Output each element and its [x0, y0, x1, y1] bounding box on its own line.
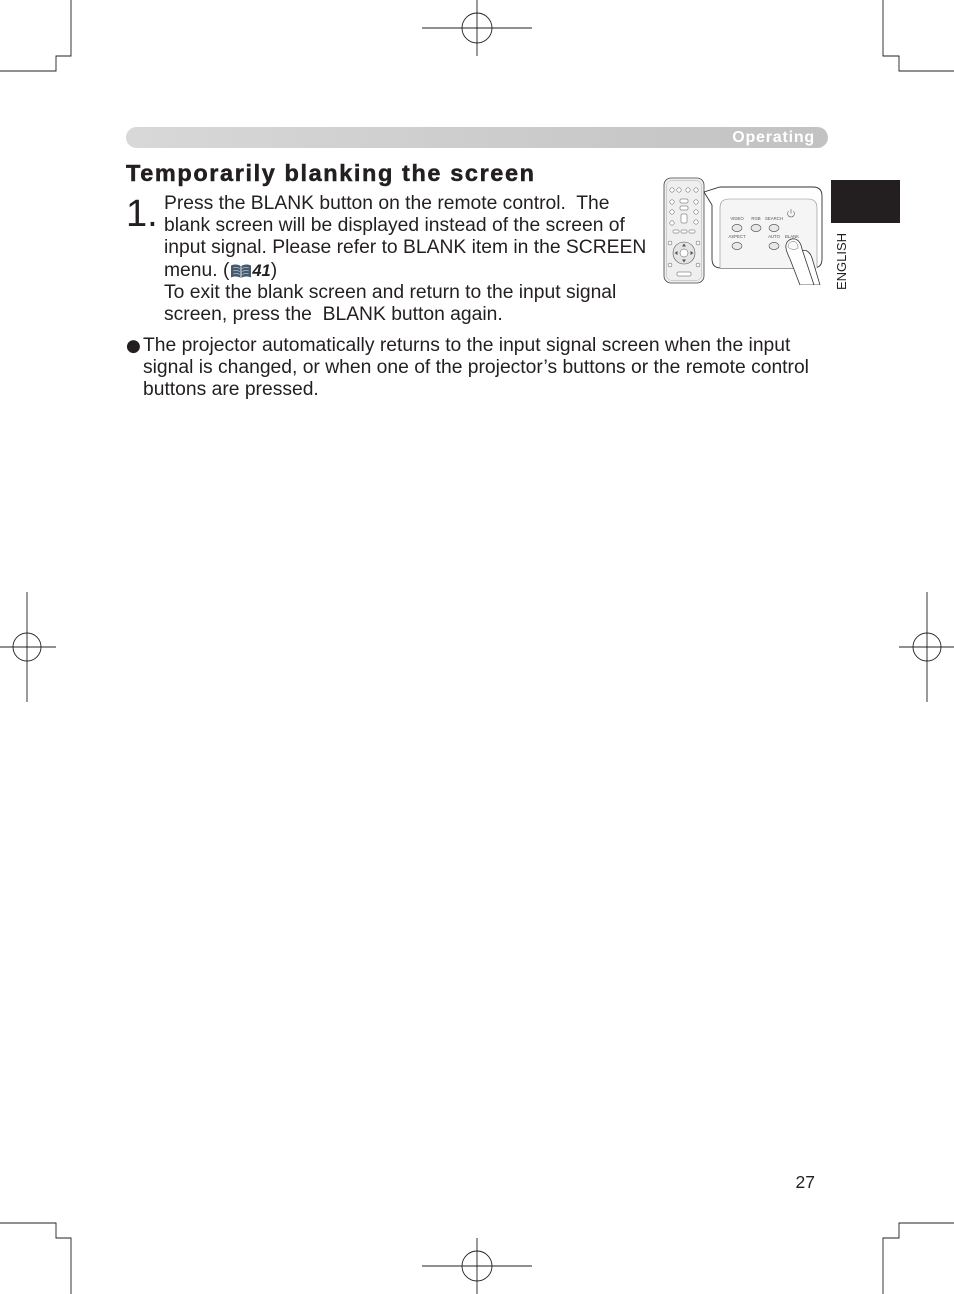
step-line: screen, press the BLANK button again. [164, 303, 503, 325]
registration-mark-left [0, 592, 56, 702]
note-line: signal is changed, or when one of the projector’s buttons or the remote control [143, 357, 809, 379]
video-button [732, 224, 742, 231]
remote-control-illustration [660, 175, 826, 285]
note-line: The projector automatically returns to the input signal screen when the input [143, 335, 791, 356]
step-line: input signal. Please refer to BLANK item in the SCREEN [164, 237, 647, 259]
crop-mark-bottom-right [883, 1223, 954, 1294]
section-label: Operating [732, 129, 815, 146]
crop-mark-top-right [883, 0, 954, 71]
step-line: blank screen will be displayed instead of the screen of [164, 215, 625, 237]
reference-prefix: menu. ( [164, 259, 230, 281]
search-label: SEARCH [765, 216, 783, 221]
page-number: 27 [795, 1172, 815, 1192]
crop-mark-top-left [0, 0, 71, 71]
rgb-label: RGB [751, 216, 761, 221]
blank-label: BLANK [784, 234, 800, 239]
language-tab-label: ENGLISH [834, 232, 849, 290]
book-reference-icon [230, 263, 252, 279]
bullet-note-text [143, 335, 809, 402]
reference-page-number: 41 [252, 261, 271, 280]
step-1-text [164, 193, 646, 326]
remote-control [664, 178, 704, 283]
step-reference-line [164, 260, 646, 282]
video-label: VIDEO [730, 216, 744, 221]
note-line: buttons are pressed. [143, 379, 319, 401]
search-button [769, 224, 779, 231]
aspect-label: ASPECT [728, 234, 746, 239]
registration-mark-bottom [422, 1238, 532, 1294]
section-header-bar [126, 127, 828, 148]
registration-mark-right [899, 592, 954, 702]
aspect-button [732, 242, 742, 249]
bullet-symbol: ● [126, 336, 141, 356]
auto-label: AUTO [768, 234, 780, 239]
auto-button [769, 242, 779, 249]
remote-dpad [673, 242, 695, 264]
language-tab-block [831, 180, 900, 223]
page-title: Temporarily blanking the screen [126, 160, 536, 186]
reference-suffix: ) [270, 259, 278, 281]
step-number: 1. [126, 193, 158, 235]
step-line: To exit the blank screen and return to the input signal [164, 281, 617, 303]
rgb-button [751, 224, 761, 231]
registration-mark-top [422, 0, 532, 56]
step-line: Press the BLANK button on the remote control. The [164, 193, 610, 214]
crop-mark-bottom-left [0, 1223, 71, 1294]
